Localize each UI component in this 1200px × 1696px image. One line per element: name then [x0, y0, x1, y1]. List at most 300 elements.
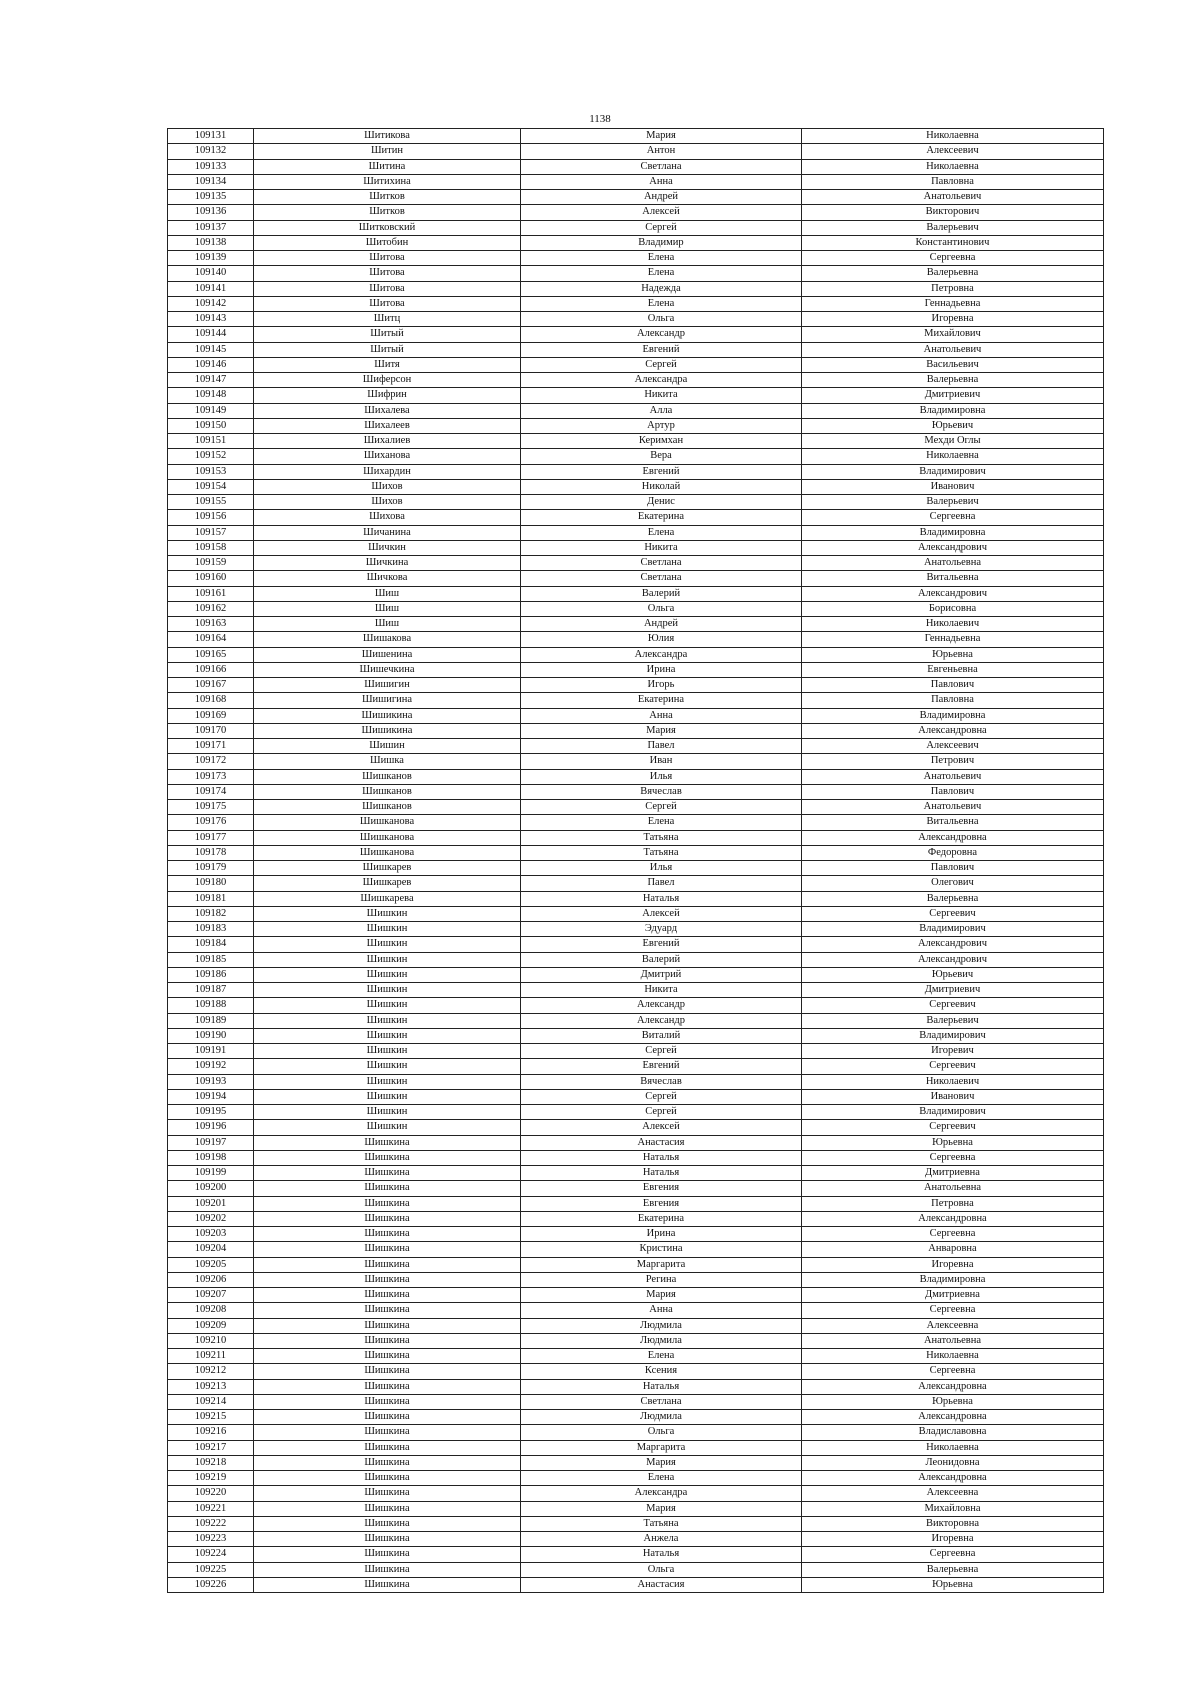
record-number-cell: 109175 [168, 800, 254, 815]
table-row [168, 800, 1104, 815]
last-name-cell: Шихов [254, 495, 521, 510]
table-row [168, 952, 1104, 967]
table-row [168, 1333, 1104, 1348]
last-name-cell: Шишкин [254, 967, 521, 982]
first-name-cell: Надежда [521, 281, 802, 296]
table-row [168, 1471, 1104, 1486]
last-name-cell: Шишкина [254, 1455, 521, 1470]
first-name-cell: Александр [521, 327, 802, 342]
record-number-cell: 109143 [168, 312, 254, 327]
table-row [168, 1532, 1104, 1547]
first-name-cell: Павел [521, 876, 802, 891]
first-name-cell: Вера [521, 449, 802, 464]
record-number-cell: 109169 [168, 708, 254, 723]
first-name-cell: Кристина [521, 1242, 802, 1257]
first-name-cell: Елена [521, 1349, 802, 1364]
record-number-cell: 109184 [168, 937, 254, 952]
patronymic-cell: Иванович [802, 479, 1104, 494]
record-number-cell: 109150 [168, 418, 254, 433]
last-name-cell: Шишкин [254, 1074, 521, 1089]
first-name-cell: Александр [521, 998, 802, 1013]
record-number-cell: 109148 [168, 388, 254, 403]
first-name-cell: Ольга [521, 1562, 802, 1577]
table-row [168, 1577, 1104, 1592]
first-name-cell: Ольга [521, 601, 802, 616]
record-number-cell: 109183 [168, 922, 254, 937]
patronymic-cell: Павловна [802, 174, 1104, 189]
table-row [168, 1379, 1104, 1394]
patronymic-cell: Витальевна [802, 815, 1104, 830]
first-name-cell: Дмитрий [521, 967, 802, 982]
first-name-cell: Ольга [521, 312, 802, 327]
record-number-cell: 109185 [168, 952, 254, 967]
patronymic-cell: Викторовна [802, 1516, 1104, 1531]
table-row [168, 1455, 1104, 1470]
first-name-cell: Артур [521, 418, 802, 433]
table-row [168, 1562, 1104, 1577]
patronymic-cell: Александрович [802, 586, 1104, 601]
patronymic-cell: Владиславовна [802, 1425, 1104, 1440]
record-number-cell: 109223 [168, 1532, 254, 1547]
record-number-cell: 109217 [168, 1440, 254, 1455]
last-name-cell: Шитина [254, 159, 521, 174]
record-number-cell: 109205 [168, 1257, 254, 1272]
table-row [168, 601, 1104, 616]
table-row [168, 1394, 1104, 1409]
registry-rows [168, 129, 1104, 1593]
table-row [168, 678, 1104, 693]
table-row [168, 205, 1104, 220]
table-row [168, 373, 1104, 388]
last-name-cell: Шишкина [254, 1318, 521, 1333]
first-name-cell: Виталий [521, 1028, 802, 1043]
first-name-cell: Анна [521, 708, 802, 723]
record-number-cell: 109177 [168, 830, 254, 845]
first-name-cell: Анна [521, 1303, 802, 1318]
patronymic-cell: Владимировна [802, 525, 1104, 540]
patronymic-cell: Юрьевна [802, 1577, 1104, 1592]
table-row [168, 190, 1104, 205]
table-row [168, 739, 1104, 754]
first-name-cell: Никита [521, 388, 802, 403]
first-name-cell: Валерий [521, 586, 802, 601]
record-number-cell: 109176 [168, 815, 254, 830]
last-name-cell: Шитова [254, 266, 521, 281]
table-row [168, 464, 1104, 479]
last-name-cell: Шишкин [254, 1059, 521, 1074]
table-row [168, 1074, 1104, 1089]
table-row [168, 922, 1104, 937]
patronymic-cell: Алексеевич [802, 739, 1104, 754]
first-name-cell: Мария [521, 129, 802, 144]
record-number-cell: 109204 [168, 1242, 254, 1257]
last-name-cell: Шиш [254, 601, 521, 616]
patronymic-cell: Дмитриевна [802, 1288, 1104, 1303]
record-number-cell: 109201 [168, 1196, 254, 1211]
last-name-cell: Шитц [254, 312, 521, 327]
table-row [168, 662, 1104, 677]
record-number-cell: 109192 [168, 1059, 254, 1074]
patronymic-cell: Анатольевич [802, 769, 1104, 784]
patronymic-cell: Анатольевич [802, 342, 1104, 357]
last-name-cell: Шишкин [254, 1013, 521, 1028]
first-name-cell: Ксения [521, 1364, 802, 1379]
table-row [168, 906, 1104, 921]
record-number-cell: 109144 [168, 327, 254, 342]
last-name-cell: Шихалева [254, 403, 521, 418]
record-number-cell: 109202 [168, 1211, 254, 1226]
first-name-cell: Евгений [521, 342, 802, 357]
first-name-cell: Никита [521, 983, 802, 998]
patronymic-cell: Анатольевна [802, 1181, 1104, 1196]
table-row [168, 1150, 1104, 1165]
table-row [168, 1105, 1104, 1120]
first-name-cell: Иван [521, 754, 802, 769]
last-name-cell: Шишканов [254, 784, 521, 799]
patronymic-cell: Николаевна [802, 1440, 1104, 1455]
last-name-cell: Шитихина [254, 174, 521, 189]
last-name-cell: Шитова [254, 251, 521, 266]
first-name-cell: Сергей [521, 1105, 802, 1120]
first-name-cell: Алексей [521, 906, 802, 921]
first-name-cell: Анастасия [521, 1135, 802, 1150]
table-row [168, 967, 1104, 982]
first-name-cell: Александра [521, 647, 802, 662]
first-name-cell: Елена [521, 296, 802, 311]
last-name-cell: Шишкина [254, 1471, 521, 1486]
record-number-cell: 109141 [168, 281, 254, 296]
patronymic-cell: Васильевич [802, 357, 1104, 372]
record-number-cell: 109218 [168, 1455, 254, 1470]
first-name-cell: Алла [521, 403, 802, 418]
patronymic-cell: Николаевна [802, 449, 1104, 464]
last-name-cell: Шишкина [254, 1486, 521, 1501]
record-number-cell: 109165 [168, 647, 254, 662]
record-number-cell: 109153 [168, 464, 254, 479]
last-name-cell: Шишикина [254, 723, 521, 738]
last-name-cell: Шишкин [254, 906, 521, 921]
patronymic-cell: Мехди Оглы [802, 434, 1104, 449]
first-name-cell: Эдуард [521, 922, 802, 937]
record-number-cell: 109207 [168, 1288, 254, 1303]
table-row [168, 784, 1104, 799]
patronymic-cell: Валерьевна [802, 1562, 1104, 1577]
patronymic-cell: Дмитриевич [802, 388, 1104, 403]
record-number-cell: 109131 [168, 129, 254, 144]
first-name-cell: Регина [521, 1272, 802, 1287]
first-name-cell: Ирина [521, 1227, 802, 1242]
first-name-cell: Людмила [521, 1333, 802, 1348]
first-name-cell: Анжела [521, 1532, 802, 1547]
record-number-cell: 109164 [168, 632, 254, 647]
table-row [168, 434, 1104, 449]
table-row [168, 449, 1104, 464]
table-row [168, 723, 1104, 738]
last-name-cell: Шиферсон [254, 373, 521, 388]
record-number-cell: 109220 [168, 1486, 254, 1501]
patronymic-cell: Леонидовна [802, 1455, 1104, 1470]
first-name-cell: Денис [521, 495, 802, 510]
last-name-cell: Шишкина [254, 1333, 521, 1348]
patronymic-cell: Геннадьевна [802, 296, 1104, 311]
first-name-cell: Наталья [521, 1166, 802, 1181]
table-row [168, 876, 1104, 891]
patronymic-cell: Сергеевна [802, 1150, 1104, 1165]
last-name-cell: Шитый [254, 327, 521, 342]
patronymic-cell: Валерьевна [802, 373, 1104, 388]
first-name-cell: Андрей [521, 617, 802, 632]
patronymic-cell: Павлович [802, 678, 1104, 693]
table-row [168, 1425, 1104, 1440]
last-name-cell: Шишкина [254, 1349, 521, 1364]
last-name-cell: Шишкина [254, 1501, 521, 1516]
table-row [168, 815, 1104, 830]
last-name-cell: Шишкин [254, 983, 521, 998]
patronymic-cell: Павлович [802, 784, 1104, 799]
first-name-cell: Татьяна [521, 830, 802, 845]
patronymic-cell: Олегович [802, 876, 1104, 891]
record-number-cell: 109219 [168, 1471, 254, 1486]
first-name-cell: Игорь [521, 678, 802, 693]
patronymic-cell: Константинович [802, 235, 1104, 250]
patronymic-cell: Михайловна [802, 1501, 1104, 1516]
first-name-cell: Ирина [521, 662, 802, 677]
patronymic-cell: Владимирович [802, 922, 1104, 937]
record-number-cell: 109174 [168, 784, 254, 799]
record-number-cell: 109167 [168, 678, 254, 693]
last-name-cell: Шишенина [254, 647, 521, 662]
last-name-cell: Шитин [254, 144, 521, 159]
table-row [168, 769, 1104, 784]
table-row [168, 556, 1104, 571]
table-row [168, 937, 1104, 952]
table-row [168, 1364, 1104, 1379]
first-name-cell: Илья [521, 769, 802, 784]
record-number-cell: 109209 [168, 1318, 254, 1333]
table-row [168, 1013, 1104, 1028]
patronymic-cell: Викторович [802, 205, 1104, 220]
record-number-cell: 109146 [168, 357, 254, 372]
last-name-cell: Шичанина [254, 525, 521, 540]
last-name-cell: Шитова [254, 296, 521, 311]
last-name-cell: Шишканов [254, 800, 521, 815]
table-row [168, 1044, 1104, 1059]
last-name-cell: Шишка [254, 754, 521, 769]
patronymic-cell: Сергеевич [802, 906, 1104, 921]
patronymic-cell: Николаевна [802, 1349, 1104, 1364]
last-name-cell: Шишкина [254, 1364, 521, 1379]
first-name-cell: Мария [521, 723, 802, 738]
first-name-cell: Юлия [521, 632, 802, 647]
table-row [168, 708, 1104, 723]
record-number-cell: 109154 [168, 479, 254, 494]
first-name-cell: Евгений [521, 464, 802, 479]
record-number-cell: 109134 [168, 174, 254, 189]
first-name-cell: Елена [521, 1471, 802, 1486]
record-number-cell: 109142 [168, 296, 254, 311]
patronymic-cell: Александровна [802, 1379, 1104, 1394]
table-row [168, 1242, 1104, 1257]
last-name-cell: Шичкина [254, 556, 521, 571]
record-number-cell: 109197 [168, 1135, 254, 1150]
last-name-cell: Шишкин [254, 1105, 521, 1120]
patronymic-cell: Александровна [802, 1471, 1104, 1486]
last-name-cell: Шиш [254, 617, 521, 632]
record-number-cell: 109172 [168, 754, 254, 769]
last-name-cell: Шишкина [254, 1150, 521, 1165]
first-name-cell: Мария [521, 1501, 802, 1516]
first-name-cell: Никита [521, 540, 802, 555]
last-name-cell: Шитя [254, 357, 521, 372]
first-name-cell: Елена [521, 251, 802, 266]
last-name-cell: Шитков [254, 205, 521, 220]
patronymic-cell: Дмитриевич [802, 983, 1104, 998]
last-name-cell: Шишкина [254, 1196, 521, 1211]
record-number-cell: 109179 [168, 861, 254, 876]
record-number-cell: 109193 [168, 1074, 254, 1089]
last-name-cell: Шихов [254, 479, 521, 494]
last-name-cell: Шихалеев [254, 418, 521, 433]
last-name-cell: Шишкин [254, 937, 521, 952]
patronymic-cell: Александрович [802, 540, 1104, 555]
record-number-cell: 109136 [168, 205, 254, 220]
table-row [168, 266, 1104, 281]
last-name-cell: Шишканова [254, 815, 521, 830]
last-name-cell: Шишканова [254, 845, 521, 860]
first-name-cell: Александр [521, 1013, 802, 1028]
record-number-cell: 109225 [168, 1562, 254, 1577]
first-name-cell: Вячеслав [521, 1074, 802, 1089]
patronymic-cell: Александрович [802, 937, 1104, 952]
last-name-cell: Шишкина [254, 1227, 521, 1242]
patronymic-cell: Анваровна [802, 1242, 1104, 1257]
table-row [168, 1318, 1104, 1333]
patronymic-cell: Иванович [802, 1089, 1104, 1104]
patronymic-cell: Витальевна [802, 571, 1104, 586]
patronymic-cell: Анатольевич [802, 190, 1104, 205]
patronymic-cell: Петровна [802, 1196, 1104, 1211]
record-number-cell: 109190 [168, 1028, 254, 1043]
first-name-cell: Алексей [521, 205, 802, 220]
last-name-cell: Шиханова [254, 449, 521, 464]
patronymic-cell: Алексеевна [802, 1318, 1104, 1333]
record-number-cell: 109138 [168, 235, 254, 250]
last-name-cell: Шишкина [254, 1532, 521, 1547]
table-row [168, 1135, 1104, 1150]
record-number-cell: 109147 [168, 373, 254, 388]
table-row [168, 1410, 1104, 1425]
table-row [168, 357, 1104, 372]
patronymic-cell: Петрович [802, 754, 1104, 769]
patronymic-cell: Сергеевна [802, 1364, 1104, 1379]
table-row [168, 571, 1104, 586]
record-number-cell: 109187 [168, 983, 254, 998]
table-row [168, 1501, 1104, 1516]
record-number-cell: 109181 [168, 891, 254, 906]
table-row [168, 1120, 1104, 1135]
last-name-cell: Шишкина [254, 1516, 521, 1531]
record-number-cell: 109170 [168, 723, 254, 738]
patronymic-cell: Александровна [802, 1211, 1104, 1226]
first-name-cell: Людмила [521, 1410, 802, 1425]
last-name-cell: Шишкина [254, 1257, 521, 1272]
first-name-cell: Анна [521, 174, 802, 189]
record-number-cell: 109224 [168, 1547, 254, 1562]
table-row [168, 830, 1104, 845]
record-number-cell: 109222 [168, 1516, 254, 1531]
last-name-cell: Шишкин [254, 922, 521, 937]
first-name-cell: Елена [521, 815, 802, 830]
table-row [168, 1166, 1104, 1181]
patronymic-cell: Владимировна [802, 1272, 1104, 1287]
record-number-cell: 109155 [168, 495, 254, 510]
last-name-cell: Шишкина [254, 1440, 521, 1455]
patronymic-cell: Анатольевна [802, 556, 1104, 571]
table-row [168, 220, 1104, 235]
patronymic-cell: Федоровна [802, 845, 1104, 860]
page-number: 1138 [589, 113, 611, 125]
first-name-cell: Наталья [521, 891, 802, 906]
table-row [168, 647, 1104, 662]
table-row [168, 1440, 1104, 1455]
first-name-cell: Владимир [521, 235, 802, 250]
last-name-cell: Шишкарев [254, 861, 521, 876]
last-name-cell: Шишкарева [254, 891, 521, 906]
record-number-cell: 109171 [168, 739, 254, 754]
first-name-cell: Татьяна [521, 845, 802, 860]
patronymic-cell: Петровна [802, 281, 1104, 296]
patronymic-cell: Геннадьевна [802, 632, 1104, 647]
table-row [168, 281, 1104, 296]
table-row [168, 1181, 1104, 1196]
first-name-cell: Мария [521, 1455, 802, 1470]
patronymic-cell: Валерьевна [802, 891, 1104, 906]
patronymic-cell: Михайлович [802, 327, 1104, 342]
first-name-cell: Сергей [521, 220, 802, 235]
record-number-cell: 109221 [168, 1501, 254, 1516]
patronymic-cell: Сергеевна [802, 510, 1104, 525]
patronymic-cell: Павлович [802, 861, 1104, 876]
last-name-cell: Шитков [254, 190, 521, 205]
record-number-cell: 109157 [168, 525, 254, 540]
patronymic-cell: Сергеевич [802, 1120, 1104, 1135]
patronymic-cell: Валерьевна [802, 266, 1104, 281]
last-name-cell: Шишкин [254, 998, 521, 1013]
patronymic-cell: Валерьевич [802, 220, 1104, 235]
first-name-cell: Татьяна [521, 1516, 802, 1531]
record-number-cell: 109188 [168, 998, 254, 1013]
record-number-cell: 109203 [168, 1227, 254, 1242]
last-name-cell: Шишигин [254, 678, 521, 693]
first-name-cell: Евгений [521, 1059, 802, 1074]
record-number-cell: 109135 [168, 190, 254, 205]
last-name-cell: Шитобин [254, 235, 521, 250]
table-row [168, 418, 1104, 433]
first-name-cell: Ольга [521, 1425, 802, 1440]
patronymic-cell: Владимирович [802, 1105, 1104, 1120]
last-name-cell: Шишкина [254, 1410, 521, 1425]
record-number-cell: 109152 [168, 449, 254, 464]
first-name-cell: Антон [521, 144, 802, 159]
last-name-cell: Шишикина [254, 708, 521, 723]
table-row [168, 342, 1104, 357]
last-name-cell: Шифрин [254, 388, 521, 403]
first-name-cell: Вячеслав [521, 784, 802, 799]
patronymic-cell: Владимировна [802, 708, 1104, 723]
table-row [168, 129, 1104, 144]
last-name-cell: Шишкина [254, 1288, 521, 1303]
table-row [168, 586, 1104, 601]
